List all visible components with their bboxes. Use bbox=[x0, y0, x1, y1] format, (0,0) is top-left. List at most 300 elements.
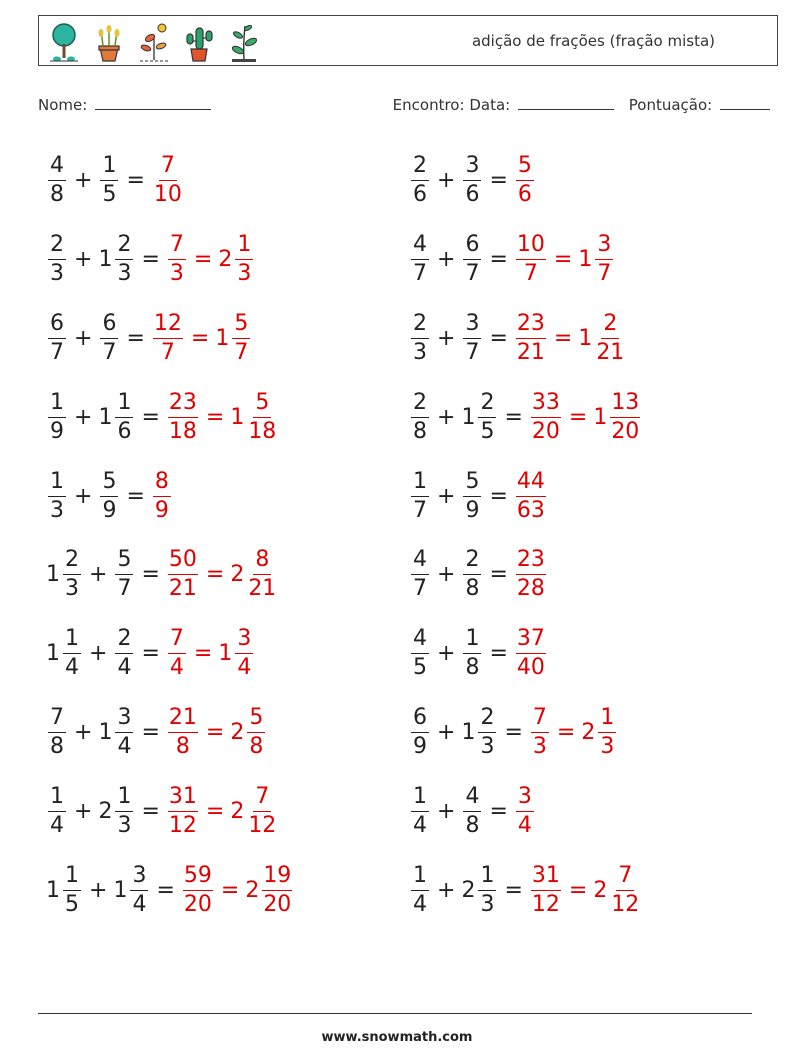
addend-a-numerator: 1 bbox=[63, 865, 81, 891]
problem-row bbox=[409, 693, 642, 772]
answer-mixed-fraction bbox=[262, 862, 292, 917]
addend-b-denominator: 7 bbox=[465, 260, 480, 286]
addend-b-fraction bbox=[463, 786, 481, 837]
addend-b-denominator: 4 bbox=[117, 655, 132, 681]
addend-a-fraction bbox=[48, 310, 66, 365]
equals-sign: = bbox=[568, 404, 588, 430]
addend-a-fraction bbox=[411, 786, 429, 837]
addend-b-fraction bbox=[130, 862, 148, 917]
addend-a-denominator: 7 bbox=[413, 576, 427, 602]
equals-sign: = bbox=[141, 562, 160, 588]
answer-improper-fraction bbox=[183, 862, 213, 917]
problem-row bbox=[46, 220, 294, 299]
addend-a-denominator: 3 bbox=[50, 497, 64, 523]
equals-sign: = bbox=[553, 325, 573, 351]
answer bbox=[166, 389, 279, 444]
addend-b-denominator: 3 bbox=[117, 260, 132, 286]
answer bbox=[529, 862, 642, 917]
problem-row bbox=[409, 614, 642, 693]
plus-sign: + bbox=[437, 483, 456, 509]
addend-a-fraction bbox=[63, 862, 81, 917]
addend-a-fraction bbox=[48, 468, 66, 523]
answer-improper-numerator: 59 bbox=[183, 865, 213, 891]
addend-b-fraction bbox=[463, 152, 481, 207]
answer-mixed-fraction bbox=[610, 862, 640, 917]
plus-sign: + bbox=[437, 562, 456, 588]
answer bbox=[514, 786, 536, 837]
answer-improper-denominator: 4 bbox=[517, 813, 532, 839]
answer-improper-denominator: 6 bbox=[517, 181, 532, 207]
plus-sign: + bbox=[437, 246, 456, 272]
equals-sign: = bbox=[190, 325, 210, 351]
answer-mixed-fraction bbox=[235, 231, 253, 286]
problem-row bbox=[409, 220, 642, 299]
addend-a-numerator: 2 bbox=[411, 313, 429, 339]
answer bbox=[181, 862, 294, 917]
addend-b-fraction bbox=[115, 231, 133, 286]
addend-b-numerator: 6 bbox=[100, 313, 118, 339]
addend-a-denominator: 6 bbox=[413, 181, 427, 207]
flower-icon bbox=[136, 20, 172, 64]
answer-improper-numerator: 37 bbox=[516, 628, 546, 654]
answer-improper-denominator: 20 bbox=[183, 891, 212, 917]
addend-b-denominator: 3 bbox=[480, 734, 495, 760]
addend-b-numerator: 2 bbox=[463, 549, 481, 575]
answer-improper-numerator: 7 bbox=[168, 628, 186, 654]
equals-sign: = bbox=[141, 246, 160, 272]
answer-improper-fraction bbox=[516, 152, 534, 207]
equals-sign: = bbox=[489, 562, 508, 588]
answer-improper-numerator: 33 bbox=[531, 392, 561, 418]
equals-sign: = bbox=[141, 799, 160, 825]
answer-mixed-fraction bbox=[595, 231, 613, 286]
plus-sign: + bbox=[74, 246, 93, 272]
answer-mixed-whole: 1 bbox=[215, 325, 230, 351]
addend-b-numerator: 1 bbox=[478, 865, 496, 891]
addend-a-numerator: 4 bbox=[48, 155, 66, 181]
addend-b-denominator: 3 bbox=[480, 891, 495, 917]
answer-mixed-numerator: 8 bbox=[253, 549, 271, 575]
addend-b-fraction bbox=[115, 549, 133, 600]
answer-mixed-whole: 1 bbox=[593, 404, 608, 430]
addend-a-fraction bbox=[411, 231, 429, 286]
answer-improper-denominator: 4 bbox=[169, 655, 184, 681]
answer-improper-numerator: 23 bbox=[516, 313, 546, 339]
answer bbox=[514, 549, 548, 600]
tree-icon bbox=[46, 20, 82, 64]
answer-improper-fraction bbox=[168, 549, 198, 600]
addend-a-numerator: 1 bbox=[63, 628, 81, 654]
answer bbox=[166, 786, 279, 837]
answer-mixed-whole: 2 bbox=[581, 720, 596, 746]
addend-a-numerator: 1 bbox=[48, 392, 66, 418]
wheat-pot-icon bbox=[91, 20, 127, 64]
addend-b-whole: 1 bbox=[98, 246, 113, 272]
cactus-pot-icon bbox=[181, 20, 217, 64]
answer-mixed-fraction bbox=[247, 786, 277, 837]
date-label: Data: bbox=[469, 96, 511, 114]
answer-improper-denominator: 12 bbox=[531, 891, 560, 917]
answer-mixed-numerator: 7 bbox=[616, 865, 634, 891]
problem-column-right bbox=[409, 141, 642, 930]
addend-a-numerator: 1 bbox=[48, 471, 66, 497]
equals-sign: = bbox=[489, 246, 508, 272]
answer-mixed-fraction bbox=[247, 389, 277, 444]
addend-a-fraction bbox=[411, 389, 429, 444]
addend-a-fraction bbox=[48, 152, 66, 207]
addend-b-whole: 1 bbox=[461, 404, 476, 430]
answer-mixed-numerator: 3 bbox=[595, 234, 613, 260]
plus-sign: + bbox=[437, 167, 456, 193]
answer-improper-numerator: 31 bbox=[168, 786, 198, 812]
answer-mixed-denominator: 12 bbox=[611, 891, 640, 917]
equals-sign: = bbox=[504, 720, 523, 746]
addend-b-numerator: 1 bbox=[115, 392, 133, 418]
answer-improper-fraction bbox=[153, 310, 183, 365]
answer-improper-numerator: 44 bbox=[516, 471, 546, 497]
answer-improper-fraction bbox=[531, 862, 561, 917]
addend-a-denominator: 4 bbox=[50, 813, 64, 839]
answer bbox=[514, 468, 548, 523]
addend-b-fraction bbox=[100, 468, 118, 523]
answer bbox=[514, 231, 615, 286]
answer-mixed-fraction bbox=[235, 628, 253, 679]
answer-improper-denominator: 18 bbox=[168, 418, 197, 444]
answer bbox=[529, 707, 618, 758]
footer-divider bbox=[38, 1013, 752, 1014]
answer-mixed-numerator: 13 bbox=[610, 392, 640, 418]
addend-a-fraction bbox=[48, 786, 66, 837]
addend-b-numerator: 4 bbox=[463, 786, 481, 812]
score-blank bbox=[720, 95, 770, 110]
worksheet-header bbox=[38, 15, 778, 66]
equals-sign: = bbox=[205, 720, 225, 746]
addend-a-denominator: 9 bbox=[413, 734, 427, 760]
problem-row bbox=[46, 535, 294, 614]
problem-row bbox=[46, 299, 294, 378]
equals-sign: = bbox=[489, 799, 508, 825]
answer-improper-fraction bbox=[516, 786, 534, 837]
addend-a-denominator: 5 bbox=[413, 655, 427, 681]
addend-b-denominator: 6 bbox=[117, 418, 132, 444]
addend-a-whole: 1 bbox=[46, 562, 60, 588]
answer-improper-numerator: 7 bbox=[531, 707, 549, 733]
answer-improper-denominator: 3 bbox=[169, 260, 184, 286]
addend-b-denominator: 9 bbox=[102, 497, 117, 523]
answer-mixed-whole: 1 bbox=[578, 246, 593, 272]
equals-sign: = bbox=[141, 404, 160, 430]
plus-sign: + bbox=[74, 799, 93, 825]
addend-b-whole: 2 bbox=[98, 799, 113, 825]
problem-row bbox=[409, 457, 642, 536]
addend-a-whole: 1 bbox=[46, 877, 60, 903]
addend-a-denominator: 5 bbox=[65, 891, 79, 917]
addend-b-fraction bbox=[115, 628, 133, 679]
answer-mixed-numerator: 5 bbox=[253, 392, 271, 418]
addend-b-numerator: 1 bbox=[463, 628, 481, 654]
equals-sign: = bbox=[126, 325, 145, 351]
addend-b-numerator: 3 bbox=[463, 313, 481, 339]
answer bbox=[166, 231, 255, 286]
answer-mixed-fraction bbox=[247, 707, 265, 758]
addend-a-fraction bbox=[48, 389, 66, 444]
problem-row bbox=[409, 851, 642, 930]
plus-sign: + bbox=[437, 641, 456, 667]
addend-b-whole: 1 bbox=[98, 720, 113, 746]
addend-b-fraction bbox=[100, 152, 118, 207]
equals-sign: = bbox=[489, 483, 508, 509]
answer-improper-fraction bbox=[516, 231, 546, 286]
answer-mixed-whole: 2 bbox=[593, 877, 608, 903]
problem-row bbox=[409, 535, 642, 614]
answer-improper-fraction bbox=[516, 628, 546, 679]
addend-a-denominator: 3 bbox=[413, 339, 427, 365]
answer-mixed-fraction bbox=[247, 549, 277, 600]
equals-sign: = bbox=[568, 877, 588, 903]
plus-sign: + bbox=[74, 404, 93, 430]
answer-improper-fraction bbox=[168, 389, 198, 444]
addend-a-fraction bbox=[411, 707, 429, 758]
addend-b-fraction bbox=[115, 707, 133, 758]
answer-mixed-denominator: 3 bbox=[237, 260, 252, 286]
answer-mixed-numerator: 2 bbox=[601, 313, 619, 339]
addend-a-numerator: 4 bbox=[411, 628, 429, 654]
addend-a-fraction bbox=[411, 628, 429, 679]
addend-a-fraction bbox=[411, 549, 429, 600]
equals-sign: = bbox=[141, 720, 160, 746]
addend-b-denominator: 4 bbox=[132, 891, 147, 917]
addend-a-fraction bbox=[63, 628, 81, 679]
equals-sign: = bbox=[193, 246, 213, 272]
answer-improper-numerator: 7 bbox=[159, 155, 177, 181]
problem-row bbox=[46, 772, 294, 851]
addend-a-whole: 1 bbox=[46, 641, 60, 667]
equals-sign: = bbox=[220, 877, 240, 903]
plus-sign: + bbox=[74, 325, 93, 351]
answer-improper-denominator: 10 bbox=[153, 181, 182, 207]
answer-improper-denominator: 9 bbox=[154, 497, 169, 523]
icon-strip bbox=[46, 20, 262, 64]
addend-a-denominator: 4 bbox=[413, 813, 427, 839]
answer-improper-numerator: 7 bbox=[168, 234, 186, 260]
answer bbox=[529, 389, 642, 444]
answer-mixed-denominator: 4 bbox=[237, 655, 252, 681]
answer-mixed-whole: 1 bbox=[230, 404, 245, 430]
addend-a-numerator: 1 bbox=[411, 865, 429, 891]
answer-mixed-numerator: 3 bbox=[235, 628, 253, 654]
plus-sign: + bbox=[74, 483, 93, 509]
answer-improper-numerator: 50 bbox=[168, 549, 198, 575]
answer-mixed-numerator: 1 bbox=[598, 707, 616, 733]
answer-improper-fraction bbox=[168, 786, 198, 837]
equals-sign: = bbox=[489, 325, 508, 351]
addend-b-numerator: 5 bbox=[100, 471, 118, 497]
answer-mixed-denominator: 7 bbox=[234, 339, 249, 365]
addend-b-numerator: 2 bbox=[478, 392, 496, 418]
answer-improper-denominator: 8 bbox=[175, 734, 190, 760]
addend-b-denominator: 9 bbox=[465, 497, 480, 523]
answer-mixed-whole: 2 bbox=[245, 877, 260, 903]
answer-mixed-numerator: 1 bbox=[235, 234, 253, 260]
addend-b-denominator: 7 bbox=[117, 576, 132, 602]
answer bbox=[166, 628, 255, 679]
answer-mixed-denominator: 7 bbox=[597, 260, 612, 286]
meeting-label: Encontro: bbox=[392, 96, 465, 114]
plus-sign: + bbox=[89, 562, 108, 588]
answer-mixed-numerator: 5 bbox=[247, 707, 265, 733]
answer bbox=[514, 310, 627, 365]
addend-b-fraction bbox=[478, 707, 496, 758]
problem-row bbox=[409, 299, 642, 378]
addend-a-denominator: 7 bbox=[413, 497, 427, 523]
sprout-icon bbox=[226, 20, 262, 64]
session-fields bbox=[393, 95, 770, 114]
answer-improper-fraction bbox=[153, 468, 171, 523]
addend-b-whole: 1 bbox=[113, 877, 128, 903]
addend-a-denominator: 3 bbox=[65, 576, 79, 602]
plus-sign: + bbox=[89, 877, 108, 903]
addend-b-denominator: 8 bbox=[465, 813, 480, 839]
date-blank bbox=[518, 95, 614, 110]
equals-sign: = bbox=[126, 483, 145, 509]
addend-a-numerator: 1 bbox=[411, 786, 429, 812]
answer-improper-fraction bbox=[516, 549, 546, 600]
addend-b-fraction bbox=[463, 628, 481, 679]
equals-sign: = bbox=[489, 167, 508, 193]
answer-improper-denominator: 21 bbox=[168, 576, 197, 602]
plus-sign: + bbox=[437, 799, 456, 825]
answer bbox=[166, 707, 267, 758]
plus-sign: + bbox=[74, 720, 93, 746]
addend-b-fraction bbox=[463, 549, 481, 600]
equals-sign: = bbox=[156, 877, 175, 903]
addend-b-denominator: 7 bbox=[465, 339, 480, 365]
answer-improper-numerator: 31 bbox=[531, 865, 561, 891]
name-field bbox=[38, 95, 211, 114]
plus-sign: + bbox=[74, 167, 93, 193]
problem-column-left bbox=[46, 141, 294, 930]
equals-sign: = bbox=[504, 404, 523, 430]
addend-a-fraction bbox=[63, 549, 81, 600]
addend-b-denominator: 6 bbox=[465, 181, 480, 207]
plus-sign: + bbox=[437, 404, 456, 430]
answer-mixed-fraction bbox=[595, 310, 625, 365]
equals-sign: = bbox=[205, 562, 225, 588]
answer-improper-fraction bbox=[516, 468, 546, 523]
answer bbox=[151, 468, 173, 523]
problem-row bbox=[409, 772, 642, 851]
addend-b-numerator: 1 bbox=[100, 155, 118, 181]
addend-b-fraction bbox=[463, 310, 481, 365]
addend-a-fraction bbox=[411, 152, 429, 207]
problem-row bbox=[46, 614, 294, 693]
answer bbox=[151, 310, 252, 365]
addend-b-numerator: 2 bbox=[115, 628, 133, 654]
addend-a-numerator: 2 bbox=[411, 392, 429, 418]
addend-a-denominator: 8 bbox=[50, 181, 64, 207]
addend-a-denominator: 9 bbox=[50, 418, 64, 444]
answer-mixed-numerator: 7 bbox=[253, 786, 271, 812]
answer bbox=[166, 549, 279, 600]
equals-sign: = bbox=[553, 246, 573, 272]
addend-a-denominator: 3 bbox=[50, 260, 64, 286]
addend-a-fraction bbox=[411, 310, 429, 365]
answer bbox=[514, 152, 536, 207]
addend-b-numerator: 5 bbox=[463, 471, 481, 497]
addend-b-numerator: 3 bbox=[463, 155, 481, 181]
equals-sign: = bbox=[489, 641, 508, 667]
addend-b-whole: 1 bbox=[461, 720, 476, 746]
equals-sign: = bbox=[205, 404, 225, 430]
answer-mixed-denominator: 21 bbox=[248, 576, 277, 602]
equals-sign: = bbox=[205, 799, 225, 825]
answer bbox=[514, 628, 548, 679]
addend-a-numerator: 4 bbox=[411, 234, 429, 260]
addend-a-numerator: 6 bbox=[48, 313, 66, 339]
name-label: Nome: bbox=[38, 96, 88, 114]
addend-b-denominator: 8 bbox=[465, 576, 480, 602]
problem-row bbox=[46, 378, 294, 457]
equals-sign: = bbox=[556, 720, 576, 746]
addend-b-fraction bbox=[478, 389, 496, 444]
addend-b-numerator: 2 bbox=[478, 707, 496, 733]
addend-b-whole: 1 bbox=[98, 404, 113, 430]
addend-b-denominator: 5 bbox=[102, 181, 117, 207]
addend-b-denominator: 5 bbox=[480, 418, 495, 444]
answer bbox=[151, 152, 185, 207]
equals-sign: = bbox=[126, 167, 145, 193]
answer-mixed-numerator: 19 bbox=[262, 865, 292, 891]
answer-improper-fraction bbox=[168, 231, 186, 286]
answer-improper-numerator: 10 bbox=[516, 234, 546, 260]
addend-a-denominator: 7 bbox=[50, 339, 64, 365]
answer-mixed-denominator: 20 bbox=[611, 418, 640, 444]
equals-sign: = bbox=[504, 877, 523, 903]
addend-b-whole: 2 bbox=[461, 877, 476, 903]
addend-a-fraction bbox=[48, 707, 66, 758]
answer-improper-numerator: 23 bbox=[516, 549, 546, 575]
answer-mixed-fraction bbox=[610, 389, 640, 444]
addend-a-fraction bbox=[411, 468, 429, 523]
answer-improper-numerator: 5 bbox=[516, 155, 534, 181]
answer-improper-numerator: 12 bbox=[153, 313, 183, 339]
answer-improper-numerator: 23 bbox=[168, 392, 198, 418]
answer-improper-fraction bbox=[531, 389, 561, 444]
addend-b-numerator: 3 bbox=[130, 865, 148, 891]
addend-a-numerator: 2 bbox=[63, 549, 81, 575]
addend-b-denominator: 4 bbox=[117, 734, 132, 760]
problem-row bbox=[46, 693, 294, 772]
problem-row bbox=[409, 378, 642, 457]
addend-a-numerator: 1 bbox=[411, 471, 429, 497]
answer-improper-numerator: 8 bbox=[153, 471, 171, 497]
answer-mixed-denominator: 12 bbox=[248, 813, 277, 839]
answer-mixed-whole: 1 bbox=[218, 641, 233, 667]
plus-sign: + bbox=[437, 325, 456, 351]
answer-mixed-denominator: 3 bbox=[600, 734, 615, 760]
addend-a-fraction bbox=[48, 231, 66, 286]
answer-improper-numerator: 21 bbox=[168, 707, 198, 733]
addend-a-fraction bbox=[411, 862, 429, 917]
answer-mixed-denominator: 20 bbox=[263, 891, 292, 917]
answer-mixed-whole: 2 bbox=[230, 799, 245, 825]
addend-b-numerator: 2 bbox=[115, 234, 133, 260]
answer-improper-denominator: 3 bbox=[532, 734, 547, 760]
worksheet-title: adição de frações (fração mista) bbox=[471, 32, 715, 50]
answer-mixed-numerator: 5 bbox=[232, 313, 250, 339]
addend-b-denominator: 8 bbox=[465, 655, 480, 681]
equals-sign: = bbox=[141, 641, 160, 667]
